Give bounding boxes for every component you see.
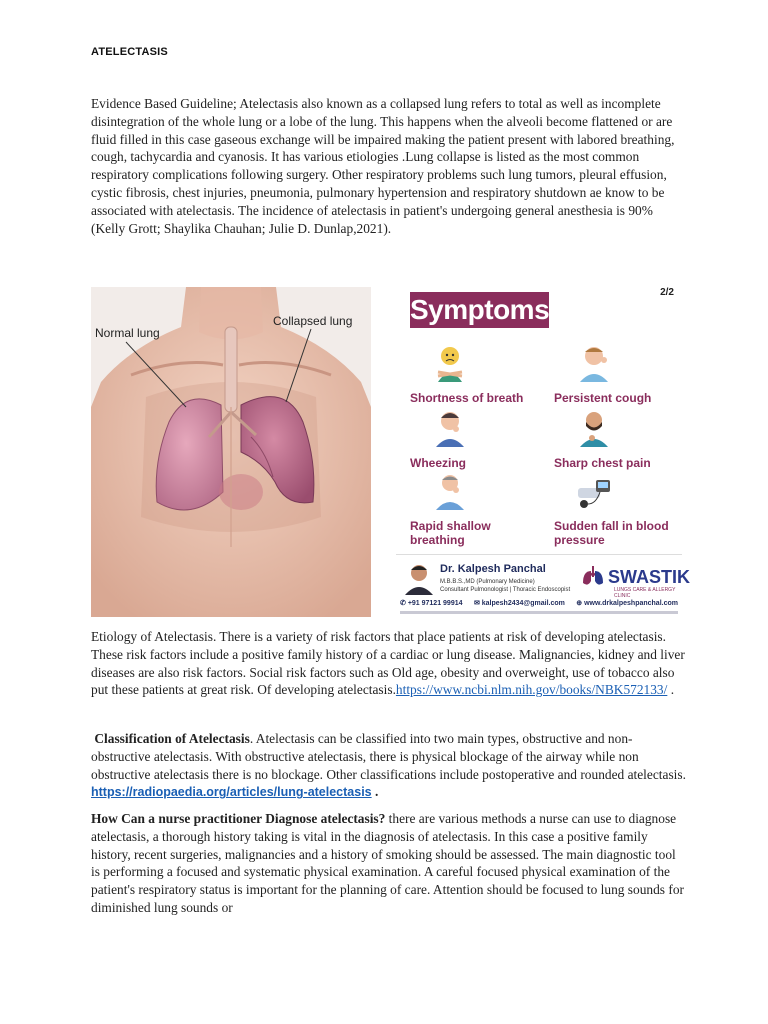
doctor-banner (396, 554, 691, 619)
doctor-role: Consultant Pulmonologist | Thoracic Endoscopist (440, 587, 571, 593)
website-text (576, 599, 678, 607)
ncbi-link[interactable]: https://www.ncbi.nlm.nih.gov/books/NBK572133/ (395, 682, 668, 698)
doctor-avatar (402, 561, 436, 595)
symptom-item (554, 342, 684, 405)
etiology-paragraph (91, 628, 687, 699)
etiology-after: . (667, 682, 675, 698)
symptom-item (410, 470, 540, 547)
symptom-label: Wheezing (410, 456, 466, 470)
diagnosis-title: How Can a nurse practitioner Diagnose atelectasis? (91, 811, 386, 826)
classification-paragraph (91, 730, 687, 802)
clinic-lungs-logo (580, 563, 606, 589)
breathless-person-icon (430, 342, 470, 382)
doctor-credentials (440, 578, 570, 594)
symptom-item (410, 342, 540, 405)
email-address: kalpesh2434@gmail.com (481, 600, 565, 607)
doctor-degree: M.B.B.S.,MD (Pulmonary Medicine) (440, 579, 535, 585)
coughing-person-icon (574, 342, 614, 382)
email-icon: ✉ (473, 600, 482, 607)
symptom-item (410, 407, 540, 470)
lung-illustration (91, 287, 371, 617)
symptom-item (554, 470, 684, 547)
chest-pain-person-icon (574, 407, 614, 447)
etiology-text: Etiology of Atelectasis. There is a variety of risk factors that place patients at risk of developing atelectasis. These risk factors include a positive family history of a cardiac or lung disease. Malignancies, kidney and liver diseases are also risk factors. Social risk factors such as Old age, obesity and overweight, use of tobacco also put these patients at great risk. Of developing atelectasis. (91, 629, 685, 698)
doctor-name: Dr. Kalpesh Panchal (440, 563, 546, 575)
disclaimer-strip (400, 611, 678, 614)
phone-text (400, 599, 463, 607)
page-indicator: 2/2 (660, 287, 674, 298)
email-text (474, 599, 565, 607)
symptom-label: Sudden fall in blood pressure (554, 519, 669, 547)
classification-text: . Atelectasis can be classified into two main types, obstructive and non-obstructive atelectasis. With obstructive atelectasis, there is physical blockage of the airway while non obstructive atelectasis there is no blockage. Other classifications include postoperative and rounded atelectasis. (91, 731, 686, 782)
symptoms-infographic (396, 282, 691, 618)
symptoms-title: Symptoms (410, 292, 549, 328)
collapsed-lung-label: Collapsed lung (273, 314, 353, 328)
symptom-label: Shortness of breath (410, 391, 524, 405)
classification-after: . (371, 784, 379, 800)
website-url: www.drkalpeshpanchal.com (584, 600, 678, 607)
symptom-label: Rapid shallow breathing (410, 519, 491, 547)
radiopaedia-link[interactable]: https://radiopaedia.org/articles/lung-atelectasis (91, 785, 372, 800)
diagnosis-text: there are various methods a nurse can use to diagnose atelectasis, a thorough history taking is vital in the diagnosis of atelectasis. In this case a positive family history, recent surgeries, malignancies and a history of smoking should be assessed. The main diagnostic tool is performing a focused and systematic physical examination. A careful focused physical examination of the patient's respiratory status is important for the planning of care. Attention should be focused to lung sounds for diminished lung sounds or (91, 811, 684, 915)
classification-title: Classification of Atelectasis (94, 731, 250, 746)
symptom-label: Sharp chest pain (554, 456, 651, 470)
wheezing-person-icon (430, 407, 470, 447)
torso-lungs-drawing (91, 287, 371, 617)
symptom-label: Persistent cough (554, 391, 652, 405)
phone-number: +91 97121 99914 (407, 600, 463, 607)
phone-icon: ✆ (400, 600, 408, 607)
diagnosis-paragraph (91, 810, 687, 917)
globe-icon: ⊕ (576, 600, 585, 607)
symptom-item (554, 407, 684, 470)
blood-pressure-cuff-icon (574, 470, 614, 510)
document-heading: ATELECTASIS (91, 46, 168, 58)
intro-paragraph: Evidence Based Guideline; Atelectasis also known as a collapsed lung refers to total as well as incomplete disintegration of the whole lung or a lobe of the lung. This happens when the alveoli become flattened or are fluid filled in this case gaseous exchange will be impaired making the patient present with labored breathing, cough, tachycardia and cyanosis. It has various etiologies .Lung collapse is listed as the most common respiratory complications following surgery. Other respiratory problems such lung tumors, pleural effusion, cystic fibrosis, chest injuries, pneumonia, pulmonary hypertension and respiratory shutdown ae know to be associated with atelectasis. The incidence of atelectasis in patient's undergoing general anesthesia is 90% (Kelly Grott; Shaylika Chauhan; Julie D. Dunlap,2021). (91, 96, 675, 236)
rapid-breathing-person-icon (430, 470, 470, 510)
clinic-name: SWASTIK (608, 567, 691, 587)
contact-row (400, 599, 678, 607)
clinic-subtitle: LUNGS CARE & ALLERGY CLINIC (614, 587, 676, 599)
normal-lung-label: Normal lung (95, 326, 160, 340)
